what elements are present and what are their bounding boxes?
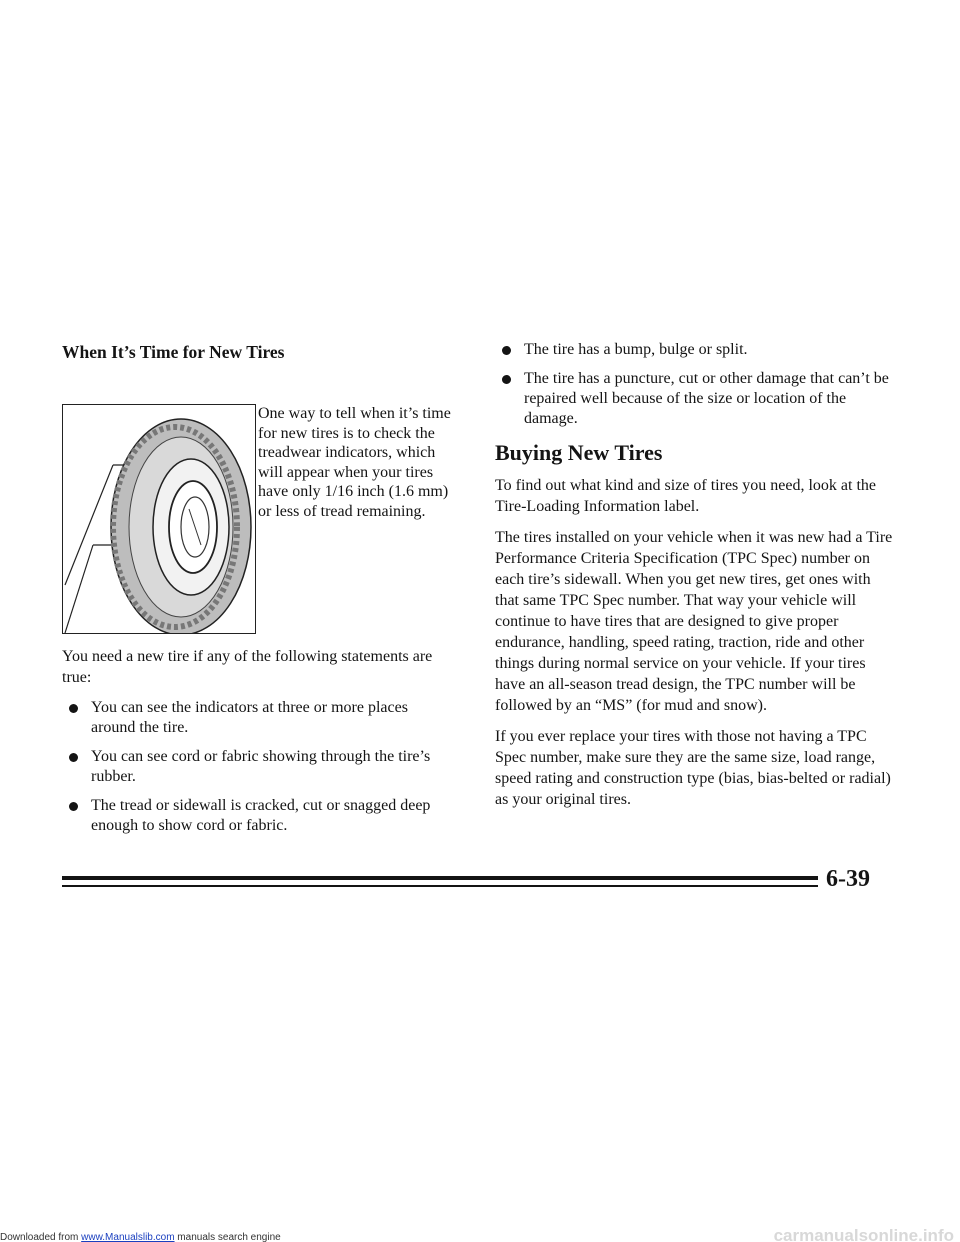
figure-row bbox=[62, 372, 452, 624]
list-item: The tread or sidewall is cracked, cut or snagged deep enough to show cord or fabric. bbox=[62, 796, 452, 836]
page-number: 6-39 bbox=[826, 866, 870, 892]
footer-rule-thick bbox=[62, 876, 818, 880]
replacement-criteria-list bbox=[62, 698, 452, 836]
list-item: You can see the indicators at three or more places around the tire. bbox=[62, 698, 452, 738]
list-item: The tire has a puncture, cut or other damage that can’t be repaired well because of the size or location of the damage. bbox=[495, 369, 895, 429]
tire-drawing bbox=[63, 405, 256, 634]
paragraph: To find out what kind and size of tires you need, look at the Tire-Loading Information label. bbox=[495, 477, 877, 515]
bullet-icon bbox=[69, 753, 78, 762]
footer-rule-thin bbox=[62, 885, 818, 887]
list-item: You can see cord or fabric showing through the tire’s rubber. bbox=[62, 747, 452, 787]
bullet-icon bbox=[69, 704, 78, 713]
download-footer: Downloaded from www.Manualslib.com manuals search engine bbox=[0, 1232, 281, 1242]
list-item: The tire has a bump, bulge or split. bbox=[495, 340, 895, 360]
right-column bbox=[495, 340, 895, 820]
treadwear-intro: One way to tell when it’s time for new tires is to check the treadwear indicators, which will appear when your tires have only 1/16 inch (1.6 mm) or less of tread remaining. bbox=[258, 405, 451, 520]
bullet-icon bbox=[502, 375, 511, 384]
watermark: carmanualsonline.info bbox=[773, 1226, 954, 1242]
manualslib-link[interactable]: www.Manualslib.com bbox=[81, 1232, 175, 1242]
left-column bbox=[62, 340, 452, 845]
damage-list bbox=[495, 340, 895, 429]
subheading-new-tires: When It’s Time for New Tires bbox=[62, 342, 285, 362]
bullet-icon bbox=[69, 802, 78, 811]
paragraph: If you ever replace your tires with those not having a TPC Spec number, make sure they are the same size, load range, speed rating and construction type (bias, bias-belted or radial) as your original tires. bbox=[495, 728, 891, 808]
section-title-buying-new-tires: Buying New Tires bbox=[495, 440, 663, 465]
paragraph: The tires installed on your vehicle when it was new had a Tire Performance Criteria Specification (TPC Spec) number on each tire’s sidewall. When you get new tires, get ones with that same TPC Spec number. That way your vehicle will continue to have tires that are designed to give proper endurance, handling, speed rating, traction, ride and other things during normal service on your vehicle. If your tires have an all-season tread design, the TPC number will be followed by an “MS” (for mud and snow). bbox=[495, 529, 893, 714]
bullet-icon bbox=[502, 346, 511, 355]
tire-illustration bbox=[62, 404, 256, 634]
lead-paragraph: You need a new tire if any of the following statements are true: bbox=[62, 648, 433, 686]
